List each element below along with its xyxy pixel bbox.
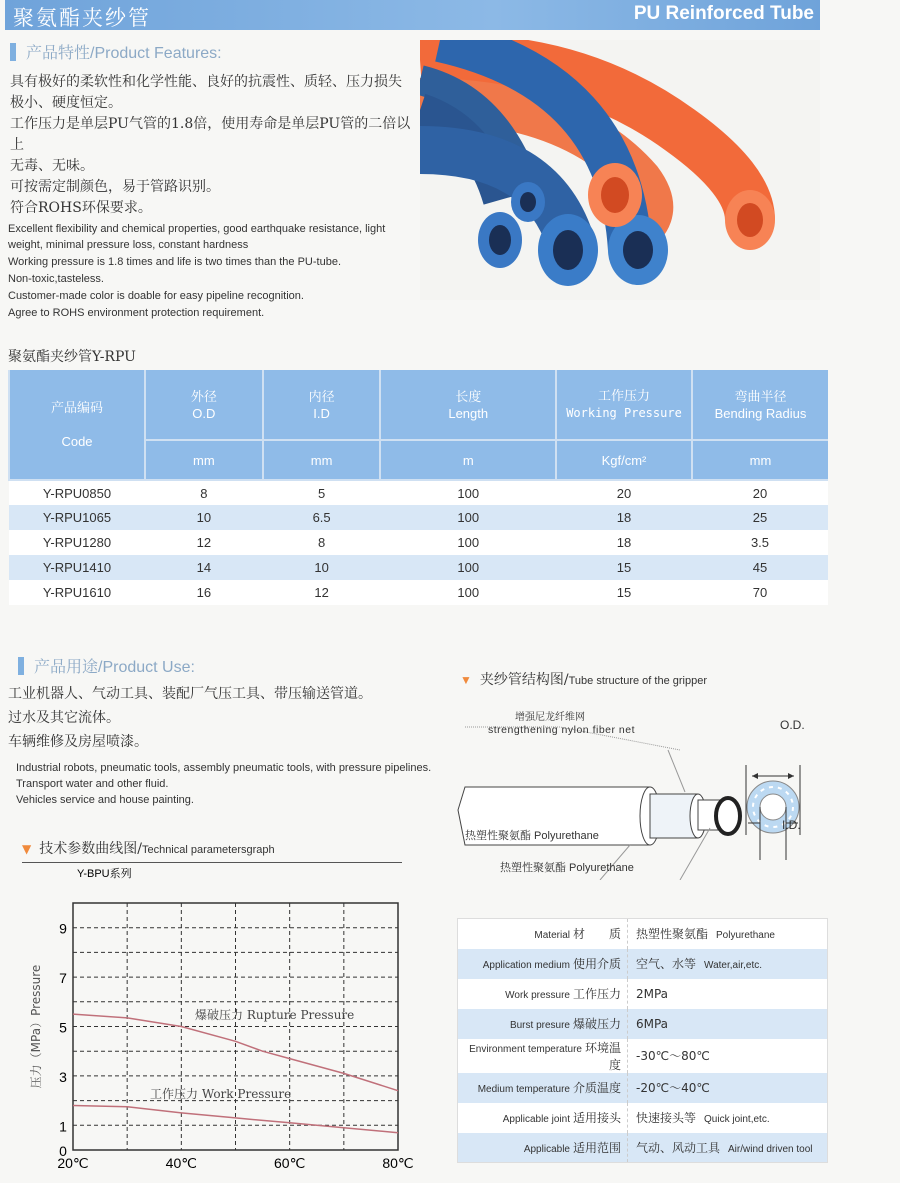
table-cell: 12 — [145, 530, 263, 555]
table-cell: 18 — [556, 505, 692, 530]
table-cell: 14 — [145, 555, 263, 580]
col-header-od: 外径 O.D — [145, 370, 263, 440]
table-cell: 10 — [263, 555, 381, 580]
x-tick-label: 20℃ — [57, 1155, 89, 1171]
table-row — [9, 580, 828, 605]
use-cn-item: 工业机器人、气动工具、装配厂气压工具、带压输送管道。 — [8, 686, 372, 702]
label-nylon-net-en: strengthening nylon fiber net — [488, 724, 636, 736]
unit-radius: mm — [692, 440, 828, 480]
use-list — [8, 682, 433, 808]
spec-key-en: Material — [534, 930, 570, 942]
table-cell: 12 — [263, 580, 381, 605]
unit-pressure: Kgf/cm² — [556, 440, 692, 480]
spec-table — [457, 918, 828, 1163]
spec-value-en: Quick joint,etc. — [704, 1114, 770, 1125]
spec-key-cn: 环境温度 — [584, 1040, 621, 1072]
use-cn-item: 过水及其它流体。 — [8, 710, 120, 726]
structure-heading — [460, 670, 707, 691]
label-inner-polyurethane: 热塑性聚氨酯 Polyurethane — [500, 862, 634, 874]
pressure-chart — [0, 860, 430, 1183]
use-en-item: Industrial robots, pneumatic tools, assembly pneumatic tools, with pressure pipelines. — [16, 762, 432, 774]
feature-en-item: Working pressure is 1.8 times and life is two times than the PU-tube. — [8, 256, 341, 268]
spec-row — [458, 1009, 828, 1039]
features-heading — [10, 40, 222, 63]
table-cell: Y-RPU1280 — [9, 530, 145, 555]
spec-value-en: Water,air,etc. — [704, 960, 762, 971]
label-nylon-net-cn: 增强尼龙纤维网 — [515, 712, 585, 723]
table-cell: 100 — [380, 580, 556, 605]
spec-value-cn: 空气、水等 — [636, 957, 697, 971]
spec-row — [458, 949, 828, 979]
table-cell: 8 — [145, 480, 263, 505]
y-axis-label: 压力（MPa）Pressure — [29, 964, 43, 1089]
spec-key-en: Work pressure — [505, 990, 570, 1001]
triangle-down-icon: ▼ — [460, 673, 472, 687]
spec-value-cn: 2MPa — [636, 986, 669, 1001]
table-cell: 8 — [263, 530, 381, 555]
y-tick-label: 5 — [59, 1019, 67, 1036]
table-cell: Y-RPU1410 — [9, 555, 145, 580]
structure-heading-cn: 夹纱管结构图/ — [479, 672, 569, 688]
use-cn-item: 车辆维修及房屋喷漆。 — [8, 734, 148, 750]
table-cell: 3.5 — [692, 530, 828, 555]
spec-key-en: Application medium — [482, 960, 570, 971]
col-header-id: 内径 I.D — [263, 370, 381, 440]
feature-cn-item: 无毒、无味。 — [10, 158, 94, 174]
table-cell: 16 — [145, 580, 263, 605]
structure-heading-en: Tube structure of the gripper — [568, 675, 707, 687]
use-heading-text: 产品用途/Product Use: — [34, 659, 195, 676]
table-cell: 100 — [380, 530, 556, 555]
spec-row — [458, 1133, 828, 1163]
x-tick-label: 60℃ — [274, 1155, 306, 1171]
table-cell: 45 — [692, 555, 828, 580]
spec-value-cn: 气动、风动工具 — [636, 1140, 721, 1155]
use-en-item: Transport water and other fluid. — [16, 778, 169, 790]
table-cell: Y-RPU1610 — [9, 580, 145, 605]
product-table — [8, 370, 828, 605]
header-banner — [5, 0, 820, 30]
table-cell: Y-RPU1065 — [9, 505, 145, 530]
feature-en-item: Non-toxic,tasteless. — [8, 273, 104, 285]
feature-cn-item: 符合ROHS环保要求。 — [10, 200, 152, 216]
spec-row — [458, 919, 828, 949]
y-tick-label: 7 — [59, 970, 67, 987]
label-id: I.D. — [782, 818, 801, 832]
spec-value-en: Polyurethane — [716, 930, 775, 942]
table-cell: 15 — [556, 555, 692, 580]
feature-cn-item: 具有极好的柔软性和化学性能、良好的抗震性、质轻、压力损失极小、硬度恒定。 — [10, 74, 402, 111]
spec-value-cn: 热塑性聚氨酯 — [636, 927, 709, 942]
spec-key-cn: 爆破压力 — [572, 1017, 621, 1031]
spec-value-cn: 6MPa — [636, 1016, 669, 1031]
table-cell: 6.5 — [263, 505, 381, 530]
spec-key-cn: 工作压力 — [572, 987, 621, 1001]
table-cell: 70 — [692, 580, 828, 605]
table-row — [9, 555, 828, 580]
col-header-length: 长度 Length — [380, 370, 556, 440]
tube-photo — [420, 40, 820, 300]
y-tick-label: 3 — [59, 1068, 67, 1085]
y-tick-label: 1 — [59, 1118, 67, 1135]
table-cell: 15 — [556, 580, 692, 605]
spec-value-en: Air/wind driven tool — [728, 1143, 813, 1155]
legend-work-pressure: 工作压力 Work Pressure — [150, 1087, 292, 1102]
table-row — [9, 505, 828, 530]
use-en-item: Vehicles service and house painting. — [16, 794, 194, 806]
spec-key-en: Applicable — [523, 1143, 570, 1155]
spec-value-cn: -20℃～40℃ — [636, 1081, 710, 1095]
table-cell: 20 — [692, 480, 828, 505]
table-cell: 100 — [380, 480, 556, 505]
spec-key-cn: 介质温度 — [572, 1081, 621, 1095]
label-od: O.D. — [780, 718, 805, 732]
spec-key-cn: 适用范围 — [572, 1140, 621, 1155]
spec-row — [458, 1039, 828, 1073]
legend-rupture-pressure: 爆破压力 Rupture Pressure — [195, 1008, 355, 1023]
spec-row — [458, 1103, 828, 1133]
table-row — [9, 480, 828, 505]
spec-row — [458, 1073, 828, 1103]
header-title-cn: 聚氨酯夹纱管 — [13, 6, 151, 30]
table-cell: 10 — [145, 505, 263, 530]
feature-cn-item: 工作压力是单层PU气管的1.8倍，使用寿命是单层PU管的二倍以上 — [10, 116, 411, 153]
header-title-en: PU Reinforced Tube — [633, 3, 814, 24]
table-cell: 20 — [556, 480, 692, 505]
spec-value-cn: -30℃～80℃ — [636, 1049, 710, 1063]
spec-row — [458, 979, 828, 1009]
spec-key-en: Medium temperature — [477, 1084, 570, 1095]
table-row — [9, 530, 828, 555]
y-tick-label: 9 — [59, 920, 67, 937]
feature-en-item: Excellent flexibility and chemical properties, good earthquake resistance, light weight, minimal pressure loss, constant hardness — [8, 223, 386, 251]
table-cell: Y-RPU0850 — [9, 480, 145, 505]
feature-en-item: Agree to ROHS environment protection requirement. — [8, 307, 265, 319]
graph-heading-en: Technical parametersgraph — [141, 844, 275, 856]
col-header-radius: 弯曲半径 Bending Radius — [692, 370, 828, 440]
unit-od: mm — [145, 440, 263, 480]
spec-key-en: Burst presure — [509, 1020, 570, 1031]
product-table-caption: 聚氨酯夹纱管Y-RPU — [8, 349, 136, 365]
y-tick-label: 0 — [59, 1143, 67, 1159]
features-heading-text: 产品特性/Product Features: — [26, 45, 222, 62]
x-tick-label: 80℃ — [382, 1155, 414, 1171]
graph-heading-cn: 技术参数曲线图/ — [39, 841, 142, 857]
feature-cn-item: 可按需定制颜色，易于管路识别。 — [10, 179, 220, 195]
spec-key-en: Applicable joint — [502, 1114, 570, 1125]
spec-key-en: Environment temperature — [469, 1043, 582, 1055]
unit-length: m — [380, 440, 556, 480]
table-cell: 5 — [263, 480, 381, 505]
x-tick-label: 40℃ — [165, 1155, 197, 1171]
table-cell: 25 — [692, 505, 828, 530]
spec-key-cn: 使用介质 — [572, 957, 621, 971]
col-header-pressure: 工作压力 Working Pressure — [556, 370, 692, 440]
col-header-code: 产品编码 Code — [9, 370, 145, 480]
spec-key-cn: 材 质 — [572, 927, 621, 942]
features-list — [8, 72, 413, 322]
spec-key-cn: 适用接头 — [572, 1111, 621, 1125]
table-cell: 18 — [556, 530, 692, 555]
label-outer-polyurethane: 热塑性聚氨酯 Polyurethane — [465, 830, 599, 842]
triangle-down-icon: ▼ — [22, 842, 32, 856]
unit-id: mm — [263, 440, 381, 480]
use-heading — [18, 654, 195, 677]
spec-value-cn: 快速接头等 — [636, 1111, 697, 1125]
chart-title: Y-BPU系列 — [77, 868, 132, 880]
feature-en-item: Customer-made color is doable for easy pipeline recognition. — [8, 290, 304, 302]
table-cell: 100 — [380, 555, 556, 580]
table-cell: 100 — [380, 505, 556, 530]
